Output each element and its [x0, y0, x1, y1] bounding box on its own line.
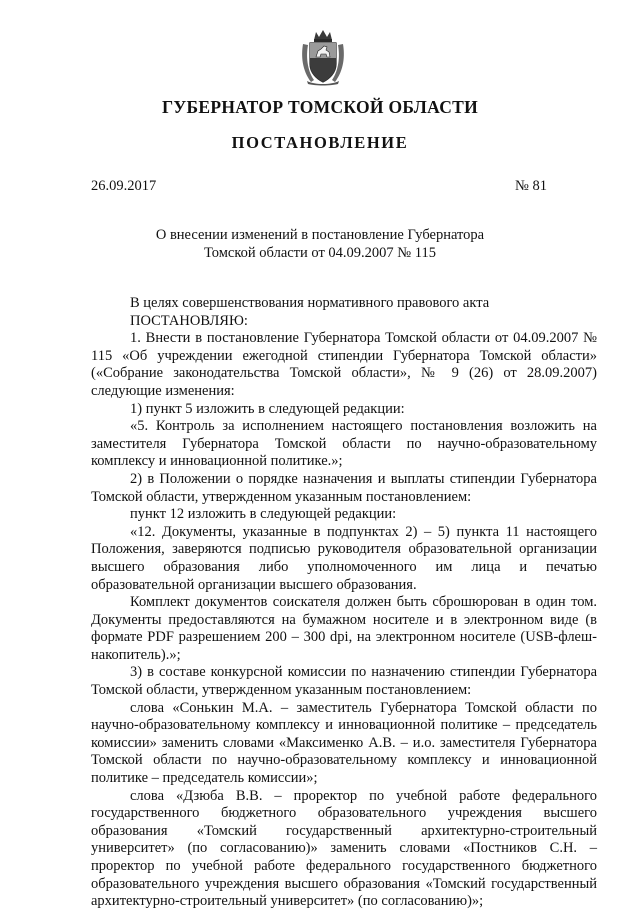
body-paragraph: В целях совершенствования нормативного правового акта — [130, 295, 490, 311]
body-paragraph: 1. Внести в постановление Губернатора Томской области от 04.09.2007 № 115 «Об учреждении ежегодной стипендии Губернатора Томской области» («Собрание законодательства Томской области», № 9 (26) от 28.09.2007) следующие изменения: — [91, 330, 597, 399]
document-date: 26.09.2017 — [91, 178, 157, 194]
subject-line: Томской области от 04.09.2007 № 115 — [204, 245, 436, 261]
body-paragraph: Комплект документов соискателя должен быть сброшюрован в один том. Документы предоставляются на бумажном носителе и в электронном виде (в формате PDF разрешением 200 – 300 dpi, на электронном носителе (USB-флеш-накопитель).»; — [91, 594, 597, 663]
body-paragraph: «12. Документы, указанные в подпунктах 2) – 5) пункта 11 настоящего Положения, заверяются подписью руководителя образовательной организации высшего образования либо уполномоченного им лица и печатью образовательной организации высшего образования. — [91, 523, 597, 593]
body-paragraph: 3) в составе конкурсной комиссии по назначению стипендии Губернатора Томской области, утвержденном указанным постановлением: — [91, 664, 597, 699]
subject-line: О внесении изменений в постановление Губернатора — [155, 227, 485, 243]
body-paragraph: «5. Контроль за исполнением настоящего постановления возложить на заместителя Губернатора Томской области по научно-образовательному комплексу и инновационной политике.»; — [91, 418, 597, 470]
body-paragraph: 2) в Положении о порядке назначения и выплаты стипендии Губернатора Томской области, утвержденном указанным постановлением: — [91, 470, 597, 505]
body-paragraph: слова «Дзюба В.В. – проректор по учебной работе федерального государственного бюджетного образовательного учреждения высшего образования «Томский государственный архитектурно-строительный университет» (по согласованию)» заменить словами «Постников С.Н. – проректор по учебной работе федерального государственного бюджетного образовательного учреждения высшего образования «Томский государственный архитектурно-строительный университет» (по согласованию)»; — [91, 787, 597, 910]
coat-of-arms-emblem — [299, 28, 347, 86]
document-number: № 81 — [515, 178, 547, 194]
document-body — [91, 295, 597, 911]
body-paragraph: слова «Сонькин М.А. – заместитель Губернатора Томской области по научно-образовательному комплексу и инновационной политике – председатель комиссии» заменить словами «Максименко А.В. – и.о. заместителя Губернатора Томской области по научно-образовательному комплексу и инновационной политике – председатель комиссии»; — [91, 699, 597, 787]
body-paragraph: 1) пункт 5 изложить в следующей редакции: — [130, 400, 405, 417]
document-type: ПОСТАНОВЛЕНИЕ — [231, 133, 409, 152]
body-paragraph: ПОСТАНОВЛЯЮ: — [130, 312, 248, 329]
body-paragraph: пункт 12 изложить в следующей редакции: — [130, 506, 397, 523]
document-subject — [0, 226, 640, 262]
issuer-title: ГУБЕРНАТОР ТОМСКОЙ ОБЛАСТИ — [161, 97, 479, 117]
